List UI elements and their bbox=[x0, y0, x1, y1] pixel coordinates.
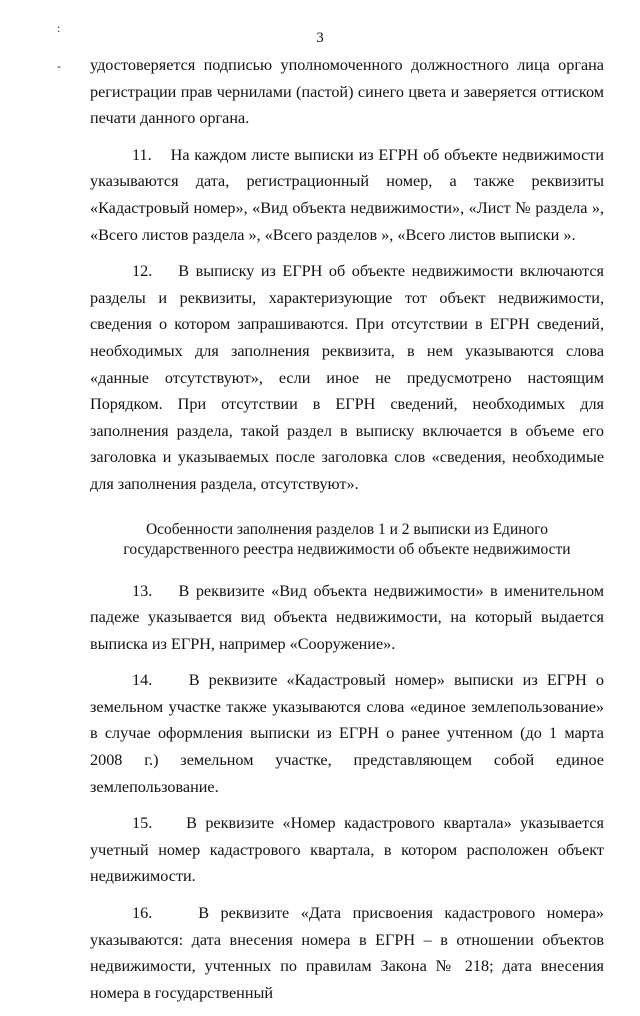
paragraph-text: На каждом листе выписки из ЕГРН об объекте недвижимости указываются дата, регистрационный номер, а также реквизиты «Кадастровый номер», «Вид объекта недвижимости», «Лист № раздела », «Всего листов раздела », «Всего разделов », «Всего листов выписки ». bbox=[90, 145, 604, 244]
paragraph-text: В реквизите «Дата присвоения кадастрового номера» указываются: дата внесения номера в ЕГРН – в отношении объектов недвижимости, учтенных по правилам Закона № 218; дата внесения номера в государственный bbox=[90, 904, 604, 1002]
paragraph-12 bbox=[90, 258, 604, 497]
margin-mark: : bbox=[57, 21, 61, 35]
document-body bbox=[90, 52, 604, 1016]
paragraph-number: 15. bbox=[132, 814, 153, 833]
page-number: 3 bbox=[316, 30, 324, 46]
paragraph-number: 11. bbox=[132, 145, 152, 164]
paragraph-16 bbox=[90, 900, 604, 1006]
margin-mark: - bbox=[57, 59, 61, 73]
paragraph-15 bbox=[90, 810, 604, 890]
section-heading-line-1: Особенности заполнения разделов 1 и 2 выписки из Единого bbox=[145, 520, 549, 538]
paragraph-text: В реквизите «Номер кадастрового квартала» указывается учетный номер кадастрового квартала, в котором расположен объект недвижимости. bbox=[90, 814, 604, 886]
section-heading-line-2: государственного реестра недвижимости об объекте недвижимости bbox=[123, 540, 571, 558]
paragraph-number: 16. bbox=[132, 904, 153, 923]
paragraph-text: В реквизите «Вид объекта недвижимости» в именительном падеже указывается вид объекта недвижимости, на который выдается выписка из ЕГРН, например «Сооружение». bbox=[90, 581, 604, 653]
paragraph-11 bbox=[90, 142, 604, 248]
paragraph-text: В реквизите «Кадастровый номер» выписки из ЕГРН о земельном участке также указываются слова «единое землепользование» в случае оформления выписки из ЕГРН о ранее учтенном (до 1 марта 2008 г.) земельном участке, представляющем собой единое землепользование. bbox=[90, 671, 604, 796]
paragraph-14 bbox=[90, 667, 604, 800]
paragraph-text: В выписку из ЕГРН об объекте недвижимости включаются разделы и реквизиты, характеризующие тот объект недвижимости, сведения о котором запрашиваются. При отсутствии в ЕГРН сведений, необходимых для заполнения реквизита, в нем указываются слова «данные отсутствуют», если иное не предусмотрено настоящим Порядком. При отсутствии в ЕГРН сведений, необходимых для заполнения раздела, такой раздел в выписку включается в объеме его заголовка и указываемых после заголовка слов «сведения, необходимые для заполнения раздела, отсутствуют». bbox=[90, 262, 604, 493]
paragraph-number: 13. bbox=[132, 581, 153, 600]
paragraph-number: 12. bbox=[132, 262, 153, 281]
paragraph-continuation: удостоверяется подписью уполномоченного должностного лица органа регистрации прав чернилами (пастой) синего цвета и заверяется оттиском печати данного органа. bbox=[90, 56, 604, 128]
paragraph-13 bbox=[90, 578, 604, 658]
section-heading bbox=[90, 520, 604, 560]
paragraph-number: 14. bbox=[132, 671, 153, 690]
